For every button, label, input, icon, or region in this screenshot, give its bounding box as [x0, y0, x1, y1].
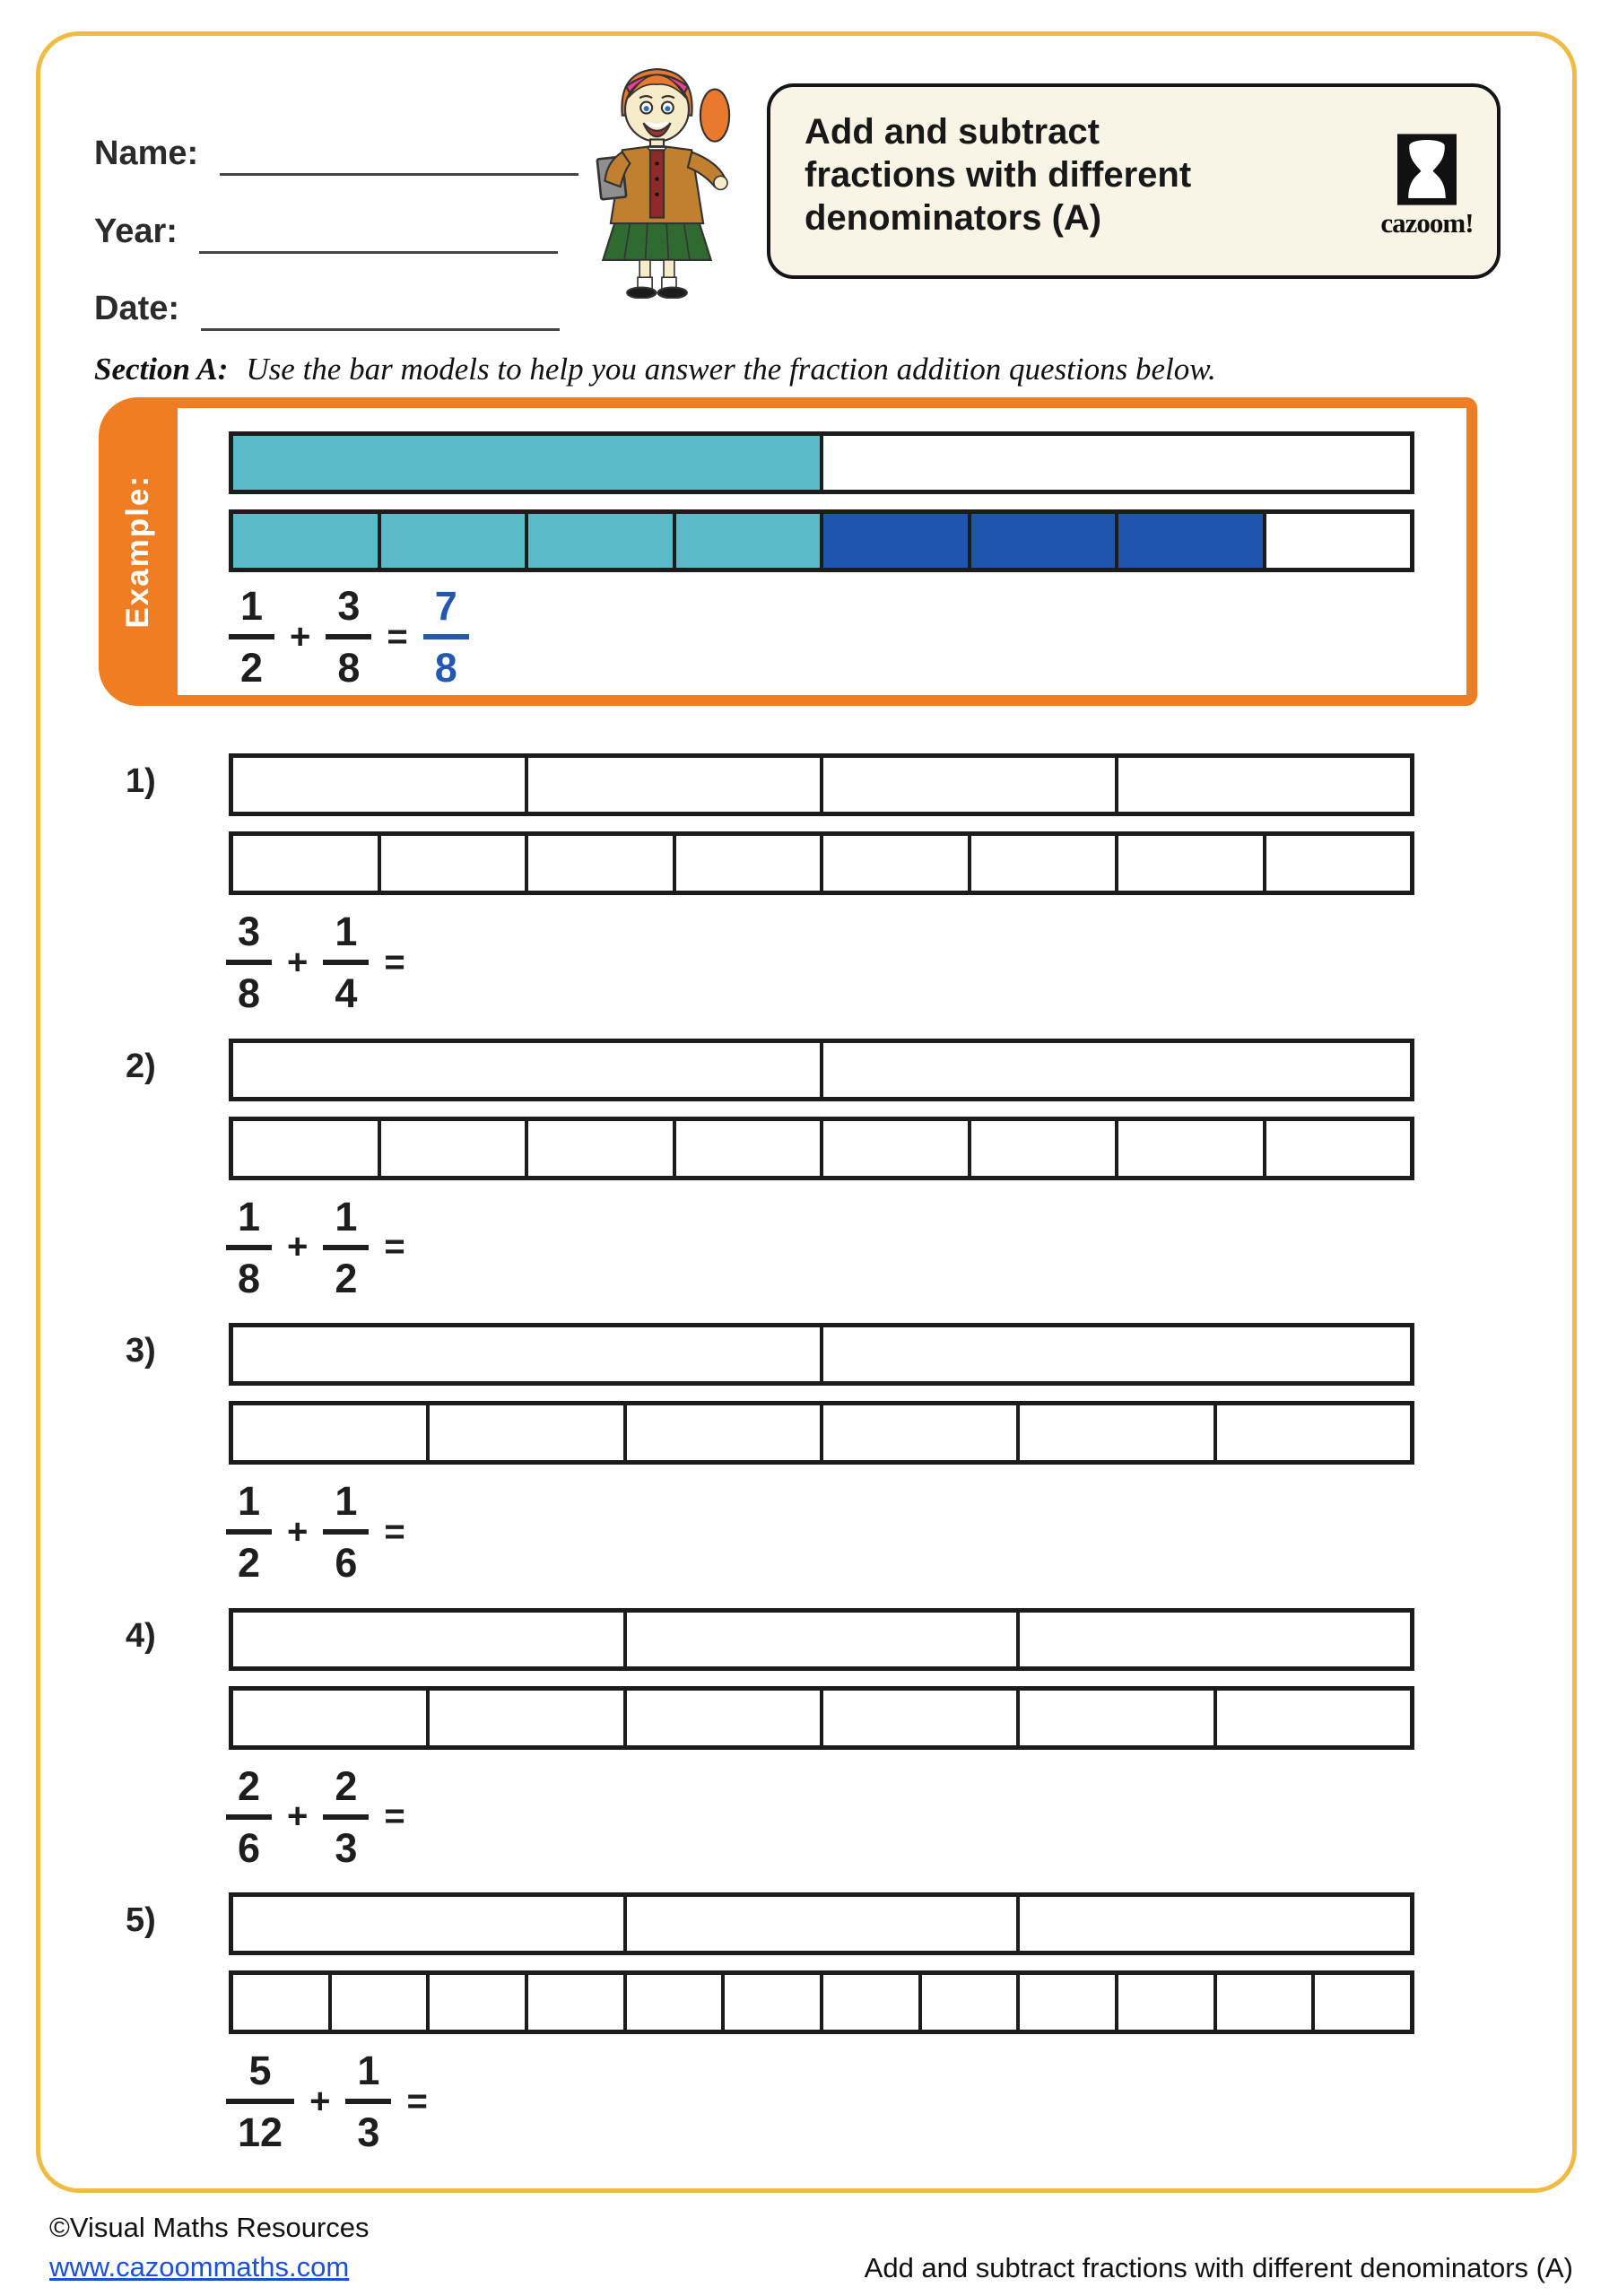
fraction [226, 1478, 272, 1586]
bar-cell [525, 514, 673, 568]
bar-cell [1214, 1975, 1312, 2030]
bar-cell [673, 1121, 821, 1176]
question-bar-top [229, 1323, 1414, 1386]
plus-sign: + [287, 1796, 309, 1836]
fraction [226, 1193, 272, 1301]
fraction-numerator: 2 [335, 1762, 358, 1809]
bar-cell [1115, 1975, 1214, 2030]
section-label: Section A: [94, 352, 229, 387]
section-instruction: Use the bar models to help you answer the fraction addition questions below. [246, 352, 1216, 387]
section-heading [94, 352, 1216, 387]
name-write-line [220, 134, 578, 176]
question-equation [226, 2048, 443, 2155]
bar-cell [918, 1975, 1017, 2030]
bar-cell [673, 514, 821, 568]
footer-copyright: ©Visual Maths Resources [49, 2212, 370, 2243]
bar-cell [378, 836, 526, 891]
fraction-denominator: 2 [323, 1245, 369, 1299]
equals-sign: = [406, 2081, 428, 2121]
bar-cell [233, 1691, 426, 1745]
fraction-numerator: 1 [335, 1193, 358, 1239]
fraction-numerator: 5 [248, 2048, 272, 2093]
question-block [0, 1892, 1618, 2178]
fraction-denominator: 2 [229, 634, 274, 688]
bar-cell [233, 1975, 328, 2030]
question-bar-bottom [229, 831, 1414, 895]
bar-cell [426, 1691, 622, 1745]
bar-cell [1115, 1121, 1263, 1176]
fraction [345, 2048, 391, 2155]
bar-cell [820, 1043, 1410, 1097]
fraction-numerator: 1 [357, 2048, 380, 2093]
question-bar-top [229, 1608, 1414, 1671]
bar-cell [1263, 836, 1411, 891]
name-label: Name: [94, 135, 199, 172]
question-number: 1) [126, 762, 156, 800]
question-number: 4) [126, 1616, 156, 1655]
date-write-line [201, 289, 560, 331]
bar-cell [1016, 1691, 1213, 1745]
bar-cell [820, 836, 968, 891]
question-number: 3) [126, 1332, 156, 1370]
fraction-denominator: 8 [326, 634, 371, 688]
bar-cell [1016, 1897, 1410, 1951]
fraction-denominator: 3 [323, 1814, 369, 1868]
bar-cell [233, 436, 820, 490]
fraction [326, 583, 371, 691]
bar-cell [820, 514, 968, 568]
bar-cell [623, 1897, 1017, 1951]
example-bar-eighths [229, 509, 1414, 572]
bar-cell [968, 514, 1116, 568]
fraction-denominator: 6 [226, 1814, 272, 1868]
fraction-numerator: 1 [335, 909, 358, 954]
fraction [323, 1762, 369, 1871]
footer-worksheet-title: Add and subtract fractions with different denominators (A) [864, 2252, 1573, 2283]
student-cartoon [561, 57, 753, 303]
bar-cell [233, 836, 378, 891]
cartoon-girl-icon [561, 57, 753, 299]
bar-cell [1016, 1405, 1213, 1460]
bar-cell [820, 1327, 1410, 1381]
question-number: 2) [126, 1047, 156, 1085]
bar-cell [378, 1121, 526, 1176]
question-number: 5) [126, 1901, 156, 1939]
year-label: Year: [94, 213, 178, 250]
question-equation [226, 1478, 421, 1586]
equals-sign: = [384, 1796, 405, 1836]
fraction-denominator: 4 [323, 960, 369, 1013]
cazoom-logo [1373, 134, 1481, 239]
name-row [94, 128, 578, 170]
bar-cell [1311, 1975, 1410, 2030]
year-write-line [199, 212, 558, 254]
bar-cell [1115, 514, 1263, 568]
fraction-numerator: 3 [337, 583, 361, 629]
bar-cell [820, 436, 1410, 490]
fraction-denominator: 6 [323, 1529, 369, 1583]
bar-cell [820, 1975, 918, 2030]
bar-cell [623, 1405, 820, 1460]
fraction-numerator: 2 [238, 1762, 261, 1809]
bar-cell [820, 1121, 968, 1176]
title-line-2: fractions with different [805, 155, 1192, 195]
plus-sign: + [287, 1511, 309, 1552]
year-row [94, 206, 558, 248]
question-block [0, 1608, 1618, 1893]
fraction-denominator: 2 [226, 1529, 272, 1583]
equals-sign: = [384, 942, 405, 982]
bar-cell [233, 1405, 426, 1460]
fraction-numerator: 7 [434, 583, 457, 629]
fraction-denominator: 12 [226, 2099, 294, 2152]
question-block [0, 753, 1618, 1039]
bar-cell [426, 1975, 525, 2030]
fraction-numerator: 1 [240, 583, 264, 629]
question-bar-top [229, 753, 1414, 816]
question-bar-top [229, 1892, 1414, 1955]
equals-sign: = [384, 1511, 405, 1552]
fraction [226, 2048, 294, 2155]
fraction [226, 909, 272, 1016]
question-bar-bottom [229, 1117, 1414, 1180]
example-tab [99, 397, 178, 706]
bar-cell [1214, 1691, 1410, 1745]
fraction-denominator: 8 [226, 1245, 272, 1299]
bar-cell [673, 836, 821, 891]
equals-sign: = [384, 1227, 405, 1266]
bar-cell [968, 1121, 1116, 1176]
bar-cell [525, 836, 673, 891]
logo-text: cazoom! [1380, 207, 1474, 239]
bar-cell [1016, 1613, 1410, 1666]
fraction-numerator: 1 [238, 1193, 261, 1239]
bar-cell [820, 1405, 1016, 1460]
example-bar-halves [229, 431, 1414, 494]
bar-cell [233, 514, 378, 568]
fraction-denominator: 8 [423, 634, 469, 688]
fraction [323, 909, 369, 1016]
bar-cell [233, 1613, 623, 1666]
bar-cell [1263, 1121, 1411, 1176]
question-equation [226, 1762, 421, 1871]
fraction-numerator: 1 [335, 1478, 358, 1524]
bar-cell [378, 514, 526, 568]
question-bar-bottom [229, 1686, 1414, 1750]
fraction-denominator: 8 [226, 960, 272, 1013]
plus-sign: + [287, 942, 309, 982]
example-box [99, 397, 1477, 706]
bar-cell [820, 758, 1115, 812]
bar-cell [623, 1613, 1017, 1666]
date-label: Date: [94, 290, 180, 327]
fraction [323, 1193, 369, 1301]
bar-cell [1016, 1975, 1115, 2030]
title-box [767, 83, 1501, 279]
result-fraction [423, 583, 469, 691]
question-bar-bottom [229, 1401, 1414, 1465]
bar-cell [233, 1121, 378, 1176]
bar-cell [233, 758, 525, 812]
bar-cell [426, 1405, 622, 1460]
bar-cell [525, 1975, 623, 2030]
bar-cell [233, 1327, 820, 1381]
bar-cell [328, 1975, 427, 2030]
bar-cell [233, 1043, 820, 1097]
bar-cell [623, 1691, 820, 1745]
fraction-denominator: 3 [345, 2099, 391, 2152]
bar-cell [1263, 514, 1411, 568]
question-block [0, 1323, 1618, 1608]
bar-cell [525, 1121, 673, 1176]
fraction [226, 1762, 272, 1871]
plus-sign: + [287, 1227, 309, 1266]
fraction-numerator: 1 [238, 1478, 261, 1524]
example-label: Example: [120, 474, 155, 629]
equals-sign: = [387, 616, 408, 657]
question-block [0, 1039, 1618, 1324]
question-equation [226, 1193, 421, 1301]
bar-cell [721, 1975, 820, 2030]
fraction [323, 1478, 369, 1586]
bar-cell [968, 836, 1116, 891]
bar-cell [1214, 1405, 1410, 1460]
bar-cell [1115, 758, 1410, 812]
date-row [94, 283, 560, 326]
question-equation [226, 909, 421, 1016]
fraction [229, 583, 274, 691]
title-line-1: Add and subtract [805, 112, 1100, 152]
footer-link[interactable]: www.cazoommaths.com [49, 2251, 350, 2283]
worksheet-title [805, 110, 1316, 239]
bar-cell [233, 1897, 623, 1951]
bar-cell [820, 1691, 1016, 1745]
bar-cell [623, 1975, 722, 2030]
drum-icon [1397, 134, 1457, 205]
example-equation [229, 583, 469, 691]
plus-sign: + [290, 616, 311, 657]
plus-sign: + [309, 2081, 331, 2121]
title-line-3: denominators (A) [805, 198, 1102, 238]
question-bar-bottom [229, 1970, 1414, 2034]
bar-cell [1115, 836, 1263, 891]
fraction-numerator: 3 [238, 909, 261, 954]
question-bar-top [229, 1039, 1414, 1101]
bar-cell [525, 758, 820, 812]
